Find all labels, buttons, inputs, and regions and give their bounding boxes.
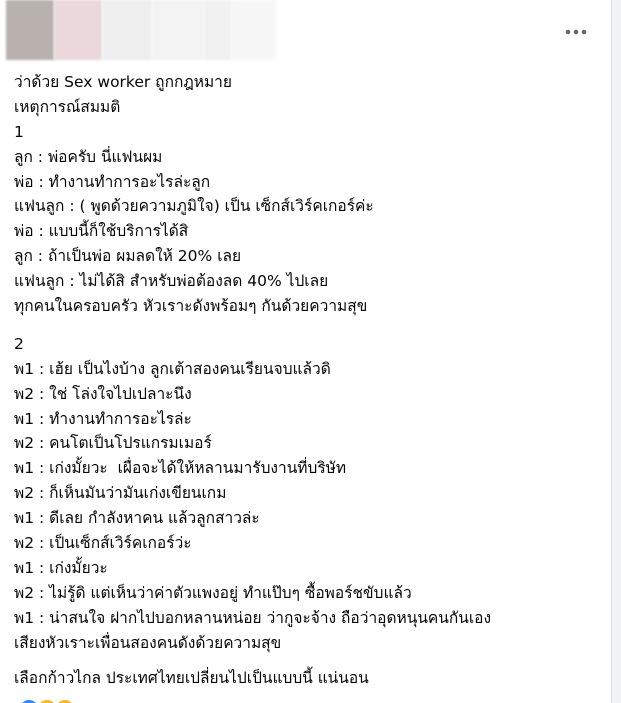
wow-reaction-icon [54, 698, 76, 703]
dialogue-line: แฟนลูก : ไม่ได้สิ สำหรับพ่อต้องลด 40% ไปเลย [14, 272, 329, 291]
closing-line: เลือกก้าวไกล ประเทศไทยเปลี่ยนไปเป็นแบบนี้ แน่นอน [14, 669, 369, 688]
dialogue-line: ลูก : ถ้าเป็นพ่อ ผมลดให้ 20% เลย [14, 247, 242, 266]
dialogue-line: ลูก : พ่อครับ นี่แฟนผม [14, 147, 163, 166]
post-title: ว่าด้วย Sex worker ถูกกฎหมาย [14, 73, 232, 91]
dialogue-line: พ2 : ใช่ โล่งใจไปเปลาะนึง [14, 384, 192, 403]
dialogue-line: ทุกคนในครอบครัว หัวเราะดังพร้อมๆ กันด้วยความสุข [14, 297, 368, 316]
blurred-avatar [6, 0, 54, 60]
dialogue-line: พ2 : คนโตเป็นโปรแกรมเมอร์ [14, 434, 212, 453]
blurred-block [232, 0, 276, 60]
scenario-number: 2 [14, 334, 24, 353]
more-horizontal-icon [565, 29, 587, 35]
blurred-block [152, 0, 204, 60]
scenario-number: 1 [14, 122, 24, 141]
blurred-block [54, 0, 102, 60]
post-header [0, 0, 612, 62]
dialogue-line: พ่อ : แบบนี้ก็ใช้บริการได้สิ [14, 222, 189, 241]
blurred-block [204, 0, 232, 60]
post-text [14, 70, 606, 691]
dialogue-line: พ1 : ทำงานทำการอะไรล่ะ [14, 409, 192, 428]
paragraph-gap [14, 655, 606, 666]
dialogue-line: พ1 : เฮ้ย เป็นไงบ้าง ลูกเต้าสองคนเรียนจบแล้วดิ [14, 359, 331, 378]
more-options-button[interactable] [560, 16, 592, 48]
dialogue-line: แฟนลูก : ( พูดด้วยความภูมิใจ) เป็น เซ็กส์เวิร์คเกอร์ค่ะ [14, 197, 374, 216]
dialogue-line: พ่อ : ทำงานทำการอะไรล่ะลูก [14, 172, 211, 191]
dialogue-line: พ2 : ไม่รู้ดิ แต่เห็นว่าค่าตัวแพงอยู่ ทำแป๊บๆ ซื้อพอร์ชขับแล้ว [14, 583, 412, 602]
dialogue-line: พ1 : น่าสนใจ ฝากไปบอกหลานหน่อย ว่ากูจะจ้าง ถือว่าอุดหนุนคนกันเอง [14, 608, 492, 627]
blurred-block [102, 0, 152, 60]
dialogue-line: พ1 : เก่งมั้ยวะ เผื่อจะได้ให้หลานมารับงานที่บริษัท [14, 459, 347, 478]
blurred-author-area [6, 0, 276, 60]
dialogue-line: พ1 : ดีเลย กำลังหาคน แล้วลูกสาวล่ะ [14, 509, 260, 528]
post-subtitle: เหตุการณ์สมมติ [14, 97, 121, 116]
reaction-icons[interactable] [18, 698, 72, 703]
dialogue-line: พ1 : เก่งมั้ยวะ [14, 558, 108, 577]
dialogue-line: พ2 : ก็เห็นมันว่ามันเก่งเขียนเกม [14, 484, 227, 503]
dialogue-line: เสียงหัวเราะเพื่อนสองคนดังด้วยความสุข [14, 633, 282, 652]
dialogue-line: พ2 : เป็นเซ็กส์เวิร์คเกอร์ว่ะ [14, 534, 192, 553]
paragraph-gap [14, 319, 606, 332]
